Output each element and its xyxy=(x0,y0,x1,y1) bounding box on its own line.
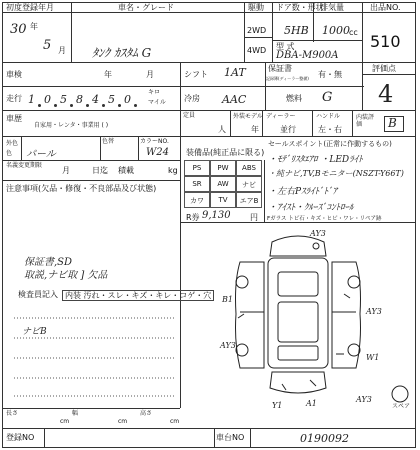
mark-ay3-left: AY3 xyxy=(220,341,236,350)
handle-opts: 左・右 xyxy=(318,125,342,134)
mark-ay3-top: AY3 xyxy=(310,229,326,238)
mark-ay3-right: AY3 xyxy=(366,307,382,316)
rule xyxy=(362,74,416,75)
rule xyxy=(362,2,363,62)
mileage-digit: 1 xyxy=(28,93,35,106)
warranty-sub: 記録簿(ディーラー整備) xyxy=(266,76,309,81)
lot-number: 510 xyxy=(370,32,401,51)
equipment-cell xyxy=(236,192,262,208)
spare-label: スペア xyxy=(392,404,411,408)
equipment-cell xyxy=(210,176,236,192)
equipment-cell xyxy=(236,176,262,192)
rule xyxy=(21,136,22,160)
equipment-label: SR xyxy=(192,180,202,188)
rear-window xyxy=(278,346,318,360)
mark-ay3-rear: AY3 xyxy=(356,395,372,404)
mile-label: マイル xyxy=(148,99,166,106)
color-code-value: W24 xyxy=(146,147,170,158)
equipment-cell xyxy=(184,176,210,192)
rule xyxy=(71,2,72,62)
rule xyxy=(250,428,251,448)
rule xyxy=(2,86,364,87)
mileage-separator xyxy=(134,104,137,107)
mileage-separator xyxy=(38,104,41,107)
rule xyxy=(2,62,416,63)
mileage-separator xyxy=(102,104,105,107)
rear-outline xyxy=(270,372,326,393)
fuel-value: G xyxy=(322,90,333,105)
rule xyxy=(244,37,272,38)
month-unit: 月 xyxy=(58,46,66,55)
equipment-title: 装備品(純正品に限る) xyxy=(186,148,265,157)
chassis-value: 0190092 xyxy=(300,432,349,445)
rule xyxy=(265,62,266,110)
rule xyxy=(244,2,245,62)
rule xyxy=(180,110,181,136)
rule xyxy=(138,136,139,160)
inner-color-label: 色 xyxy=(6,150,13,157)
recycle-value: 9,130 xyxy=(202,210,231,221)
wheel-fl xyxy=(236,276,248,288)
dealer-label: ディーラー xyxy=(266,113,296,120)
name-change-day: 日迄 xyxy=(92,166,108,175)
drive-4wd: 4WD xyxy=(247,46,267,55)
outer-color-label: 外色 xyxy=(6,140,19,147)
capacity-unit: 人 xyxy=(218,125,226,134)
usage-opts: 自家用・レンタ・事業用 ( ) xyxy=(34,122,109,129)
wheel-rr xyxy=(348,344,360,356)
length-unit: cm xyxy=(60,418,70,425)
mileage-separator xyxy=(86,104,89,107)
rule xyxy=(2,428,416,429)
mileage-label: 走行 xyxy=(6,94,22,103)
mileage-digit: 4 xyxy=(92,93,99,106)
score-label: 評価点 xyxy=(372,64,396,73)
dealer-sub: 並行 xyxy=(280,125,296,134)
reg-no-label: 登録NO xyxy=(6,433,35,442)
height-label: 高さ xyxy=(140,410,153,417)
car-name-value: ﾀﾝｸ ｶｽﾀﾑ G xyxy=(92,46,152,60)
mileage-digit: 5 xyxy=(108,93,115,106)
windshield xyxy=(278,272,318,296)
warranty-label: 保証書 xyxy=(268,64,292,73)
shift-value: 1AT xyxy=(224,66,246,79)
equipment-cell xyxy=(210,160,236,176)
shift-label: シフト xyxy=(184,70,208,79)
load-unit: kg xyxy=(168,166,178,175)
rule xyxy=(264,160,265,222)
equipment-cell xyxy=(184,192,210,208)
rule xyxy=(2,180,180,181)
first-reg-month: 5 xyxy=(43,38,52,53)
rule xyxy=(230,110,231,136)
mileage-digit: 8 xyxy=(76,93,83,106)
mark-a1: A1 xyxy=(306,399,317,408)
mileage-separator xyxy=(70,104,73,107)
selling-point-3: ・左右Pｽﾗｲﾄﾞﾄﾞｱ xyxy=(268,187,338,197)
rule xyxy=(2,160,180,161)
selling-point-4: ・ｱｲｽﾄ・ｸﾙｰｽﾞｺﾝﾄﾛｰﾙ xyxy=(268,203,354,213)
rule xyxy=(312,110,313,136)
mileage-digit: 0 xyxy=(44,93,51,106)
mark-y1: Y1 xyxy=(272,401,283,408)
equipment-label: PW xyxy=(217,164,229,172)
car-diagram xyxy=(180,222,416,408)
equipment-label: エアB xyxy=(239,197,259,205)
lot-label: 出品NO. xyxy=(370,3,401,12)
cc-unit: cc xyxy=(349,28,358,37)
body-outline xyxy=(268,258,328,368)
rule xyxy=(2,408,180,409)
chassis-label: 車台NO xyxy=(216,433,245,442)
equipment-label: TV xyxy=(218,196,228,204)
handle-label: ハンドル xyxy=(316,113,341,120)
mileage-digit: 5 xyxy=(60,93,67,106)
model-label: 型 式 xyxy=(276,42,295,51)
interior-value: B xyxy=(388,116,397,130)
rule xyxy=(180,62,181,110)
load-label: 積載 xyxy=(118,166,134,175)
shaken-label: 車検 xyxy=(6,70,22,79)
notes-title: 注意事項(欠品・修復・不良部品及び状態) xyxy=(6,184,157,193)
rule xyxy=(44,428,45,448)
drive-label: 駆動 xyxy=(248,3,264,12)
height-unit: cm xyxy=(170,418,180,425)
shaken-month: 月 xyxy=(146,70,154,79)
wheel-rl xyxy=(236,344,248,356)
rule xyxy=(272,2,273,62)
shaken-year: 年 xyxy=(104,70,112,79)
color-code-label: カラーNO. xyxy=(140,138,169,145)
car-name-label: 車名・グレード xyxy=(118,3,174,12)
drive-2wd: 2WD xyxy=(247,26,267,35)
capacity-label: 定員 xyxy=(183,112,196,119)
door-value: 5HB xyxy=(284,24,309,37)
roof xyxy=(278,302,318,342)
name-change-month: 月 xyxy=(62,166,70,175)
mileage-separator xyxy=(54,104,57,107)
mark-w1: W1 xyxy=(366,353,380,362)
equipment-label: ナビ xyxy=(242,181,256,189)
inspector-items: 内装 汚れ・スレ・キズ・キレ・コゲ・穴 xyxy=(62,290,214,301)
name-change-label: 名義変更期限 xyxy=(6,162,43,169)
displacement-value: 1000 xyxy=(322,24,350,37)
rule xyxy=(362,62,363,110)
equipment-cell xyxy=(184,160,210,176)
displacement-label: 排気量 xyxy=(320,3,344,12)
model-value: DBA-M900A xyxy=(276,50,339,61)
first-reg-year: 30 xyxy=(10,22,27,37)
mileage-separator xyxy=(118,104,121,107)
rule xyxy=(272,40,362,41)
length-label: 長さ xyxy=(6,410,19,417)
note-line-1: 保証書,SD xyxy=(24,257,73,268)
fglass-label: Fガラス トビ石・キズ・ヒビ・ワレ・リペア跡 xyxy=(267,216,382,222)
equipment-label: カワ xyxy=(190,197,204,205)
note-dotted-lines xyxy=(14,300,176,400)
note-line-2: 取説,ナビ取 ] 欠品 xyxy=(24,270,108,281)
score-value: 4 xyxy=(378,80,394,108)
equipment-cell xyxy=(210,192,236,208)
mark-b1: B1 xyxy=(222,295,233,304)
usage-label: 車歴 xyxy=(6,114,22,123)
selling-point-1: ・ﾓﾃﾞﾘｽﾀｴｱﾛ ・LEDﾗｲﾄ xyxy=(268,155,363,165)
exterior-sub: 年 xyxy=(251,125,259,134)
equipment-label: PS xyxy=(192,164,202,172)
selling-points-title: セールスポイント(正常に作動するもの) xyxy=(268,140,392,148)
outer-color-value: パール xyxy=(26,149,56,160)
equipment-cell xyxy=(236,160,262,176)
equipment-label: ABS xyxy=(242,164,256,172)
warranty-opts: 有・無 xyxy=(318,70,342,79)
note-extra: ナビB xyxy=(22,327,47,337)
right-side xyxy=(332,262,361,368)
exterior-label: 外装モデル xyxy=(233,113,263,120)
dotted-lines-svg xyxy=(14,300,176,400)
ac-label: 冷房 xyxy=(184,94,200,103)
ac-value: AAC xyxy=(222,93,247,106)
year-unit: 年 xyxy=(30,22,38,31)
wheel-fr xyxy=(348,276,360,288)
color-change-label: 色替 xyxy=(102,138,115,145)
left-side xyxy=(236,262,265,368)
rule xyxy=(2,110,416,111)
rule xyxy=(100,136,101,160)
width-label: 幅 xyxy=(72,410,79,417)
first-reg-label: 初度登録年月 xyxy=(6,3,54,12)
fuel-label: 燃料 xyxy=(286,94,302,103)
spare-wheel xyxy=(392,386,408,402)
rule xyxy=(2,12,416,13)
rule xyxy=(2,136,416,137)
interior-label: 内装評価 xyxy=(356,114,375,128)
hood-outline xyxy=(270,236,326,256)
rule xyxy=(214,428,215,448)
selling-point-2: ・純ナビ,TV,Bモニター(NSZT-Y66T) xyxy=(268,169,404,178)
recycle-label: R券 xyxy=(186,213,200,222)
recycle-unit: 円 xyxy=(250,213,258,222)
equipment-label: AW xyxy=(217,180,229,188)
width-unit: cm xyxy=(118,418,128,425)
inspector-label: 検査員記入 xyxy=(18,290,58,299)
rule xyxy=(352,110,353,136)
door-label: ドア数・形状 xyxy=(276,3,324,12)
mileage-digit: 0 xyxy=(124,93,131,106)
km-label: キロ xyxy=(148,89,161,96)
